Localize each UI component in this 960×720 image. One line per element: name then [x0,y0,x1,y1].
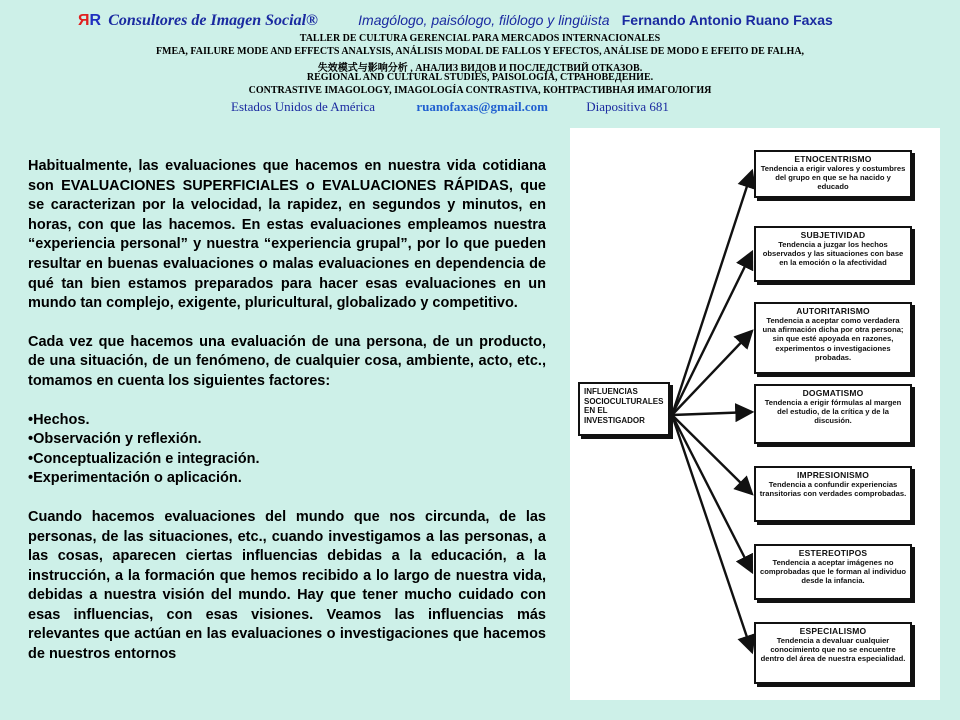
header-contact-line [231,99,669,115]
list-item: •Conceptualización e integración. [28,450,260,467]
list-item: •Observación y reflexión. [28,431,202,448]
arrow-especialismo [672,415,752,652]
main-text [28,157,546,684]
arrow-impresionismo [672,415,752,494]
list-item: •Hechos. [28,411,90,428]
logo-mark-r2: R [89,12,102,29]
influence-description: Tendencia a aceptar imágenes no comprobadas que le forman al individuo desde la infancia. [760,558,906,586]
logo-mark-r1: Я [78,12,90,29]
influence-box-especialismo [754,622,912,684]
influence-box-dogmatismo [754,384,912,444]
author-name: Fernando Antonio Ruano Faxas [621,12,833,28]
influence-title: ESPECIALISMO [799,626,867,636]
header-title-line [78,12,833,30]
influence-box-autoritarismo [754,302,912,374]
paragraph-3: Cuando hacemos evaluaciones del mundo que nos circunda, de las personas, de las situaciones, etc., cuando investigamos a las personas, a las cosas, aparecen ciertas influencias debidas a la educación, a la instrucción, a la formación que hemos recibido a lo largo de nuestra vida, debidas a nuestra visión del mundo. Hay que tener mucho cuidado con esas influencias, con esas visiones. Veamos las influencias más relevantes que actúan en las evaluaciones o investigaciones que hacemos de nuestros entornos [28,508,546,663]
paragraph-1: Habitualmente, las evaluaciones que hacemos en nuestra vida cotidiana son EVALUACIONES SUPERFICIALES o EVALUACIONES RÁPIDAS, que se caracterizan por la velocidad, la rapidez, en segundos y minutos, en horas, con que las hacemos. En estas evaluaciones empleamos nuestra “experiencia personal” y nuestra “experiencia grupal”, por lo que pueden resultar en buenas evaluaciones o malas evaluaciones en dependencia de qué tan bien estamos preparados para hacer esas evaluaciones en un mundo tan complejo, exigente, pluricultural, globalizado y competitivo. [28,158,546,312]
influence-box-estereotipos [754,544,912,600]
influence-title: ESTEREOTIPOS [798,548,868,558]
arrow-etnocentrismo [672,171,752,415]
list-item: •Experimentación o aplicación. [28,470,242,487]
header-line-workshop: TALLER DE CULTURA GERENCIAL PARA MERCADOS INTERNACIONALES [299,33,661,44]
influence-title: ETNOCENTRISMO [794,154,872,164]
influence-description: Tendencia a juzgar los hechos observados y las situaciones con base en la emoción o la afectividad [762,240,904,268]
influence-description: Tendencia a devaluar cualquier conocimiento que no se encuentre dentro del área de nuestra especialidad. [760,636,906,664]
influence-description: Tendencia a erigir fórmulas al margen del estudio, de la crítica y de la discusión. [764,398,902,426]
influence-title: DOGMATISMO [802,388,864,398]
paragraph-2: Cada vez que hacemos una evaluación de una persona, de un producto, de una situación, de un fenómeno, de cualquier cosa, ambiente, acto, etc., tomamos en cuenta los siguientes factores: [28,333,546,389]
header-line-contrastive-imagology: CONTRASTIVE IMAGOLOGY, IMAGOLOGÍA CONTRASTIVA, КОНТРАСТИВНАЯ ИМАГОЛОГИЯ [248,85,712,96]
header-line-regional-studies: REGIONAL AND CULTURAL STUDIES, PAISOLOGÍA, СТРАНОВЕДЕНИЕ. [306,72,654,83]
influence-description: Tendencia a aceptar como verdadera una afirmación dicha por otra persona; sin que esté apoyada en razones, experimentos o investigaciones probadas. [762,316,904,362]
header-line-fmea-translations: 失效模式与影响分析 , АНАЛИЗ ВИДОВ И ПОСЛЕДСТВИЙ ОТКАЗОВ. [317,63,643,74]
slide-number: Diapositiva 681 [586,99,669,114]
arrow-subjetividad [672,252,752,415]
influence-title: IMPRESIONISMO [796,470,870,480]
influences-diagram [570,128,940,700]
influence-description: Tendencia a confundir experiencias transitorias con verdades comprobadas. [759,480,907,499]
influence-box-impresionismo [754,466,912,522]
arrow-dogmatismo [672,412,752,415]
company-name: Consultores de Imagen Social® [108,12,318,29]
tagline: Imagólogo, paisólogo, filólogo y lingüista [358,12,610,28]
central-concept-box: INFLUENCIAS SOCIOCULTURALES EN EL INVESTIGADOR [578,382,670,436]
influence-box-subjetividad [754,226,912,282]
header-line-fmea: FMEA, FAILURE MODE AND EFFECTS ANALYSIS, ANÁLISIS MODAL DE FALLOS Y EFECTOS, ANÁLISE DE MODO E EFEITO DE FALHA, [155,46,805,57]
country: Estados Unidos de América [231,99,376,114]
arrow-estereotipos [672,415,752,572]
influence-title: SUBJETIVIDAD [800,230,866,240]
factors-list [28,411,546,489]
influence-description: Tendencia a erigir valores y costumbres del grupo en que se ha nacido y educado [760,164,906,192]
influence-title: AUTORITARISMO [796,306,870,316]
influence-box-etnocentrismo [754,150,912,198]
arrow-autoritarismo [672,331,752,415]
email-link[interactable]: ruanofaxas@gmail.com [416,99,548,114]
